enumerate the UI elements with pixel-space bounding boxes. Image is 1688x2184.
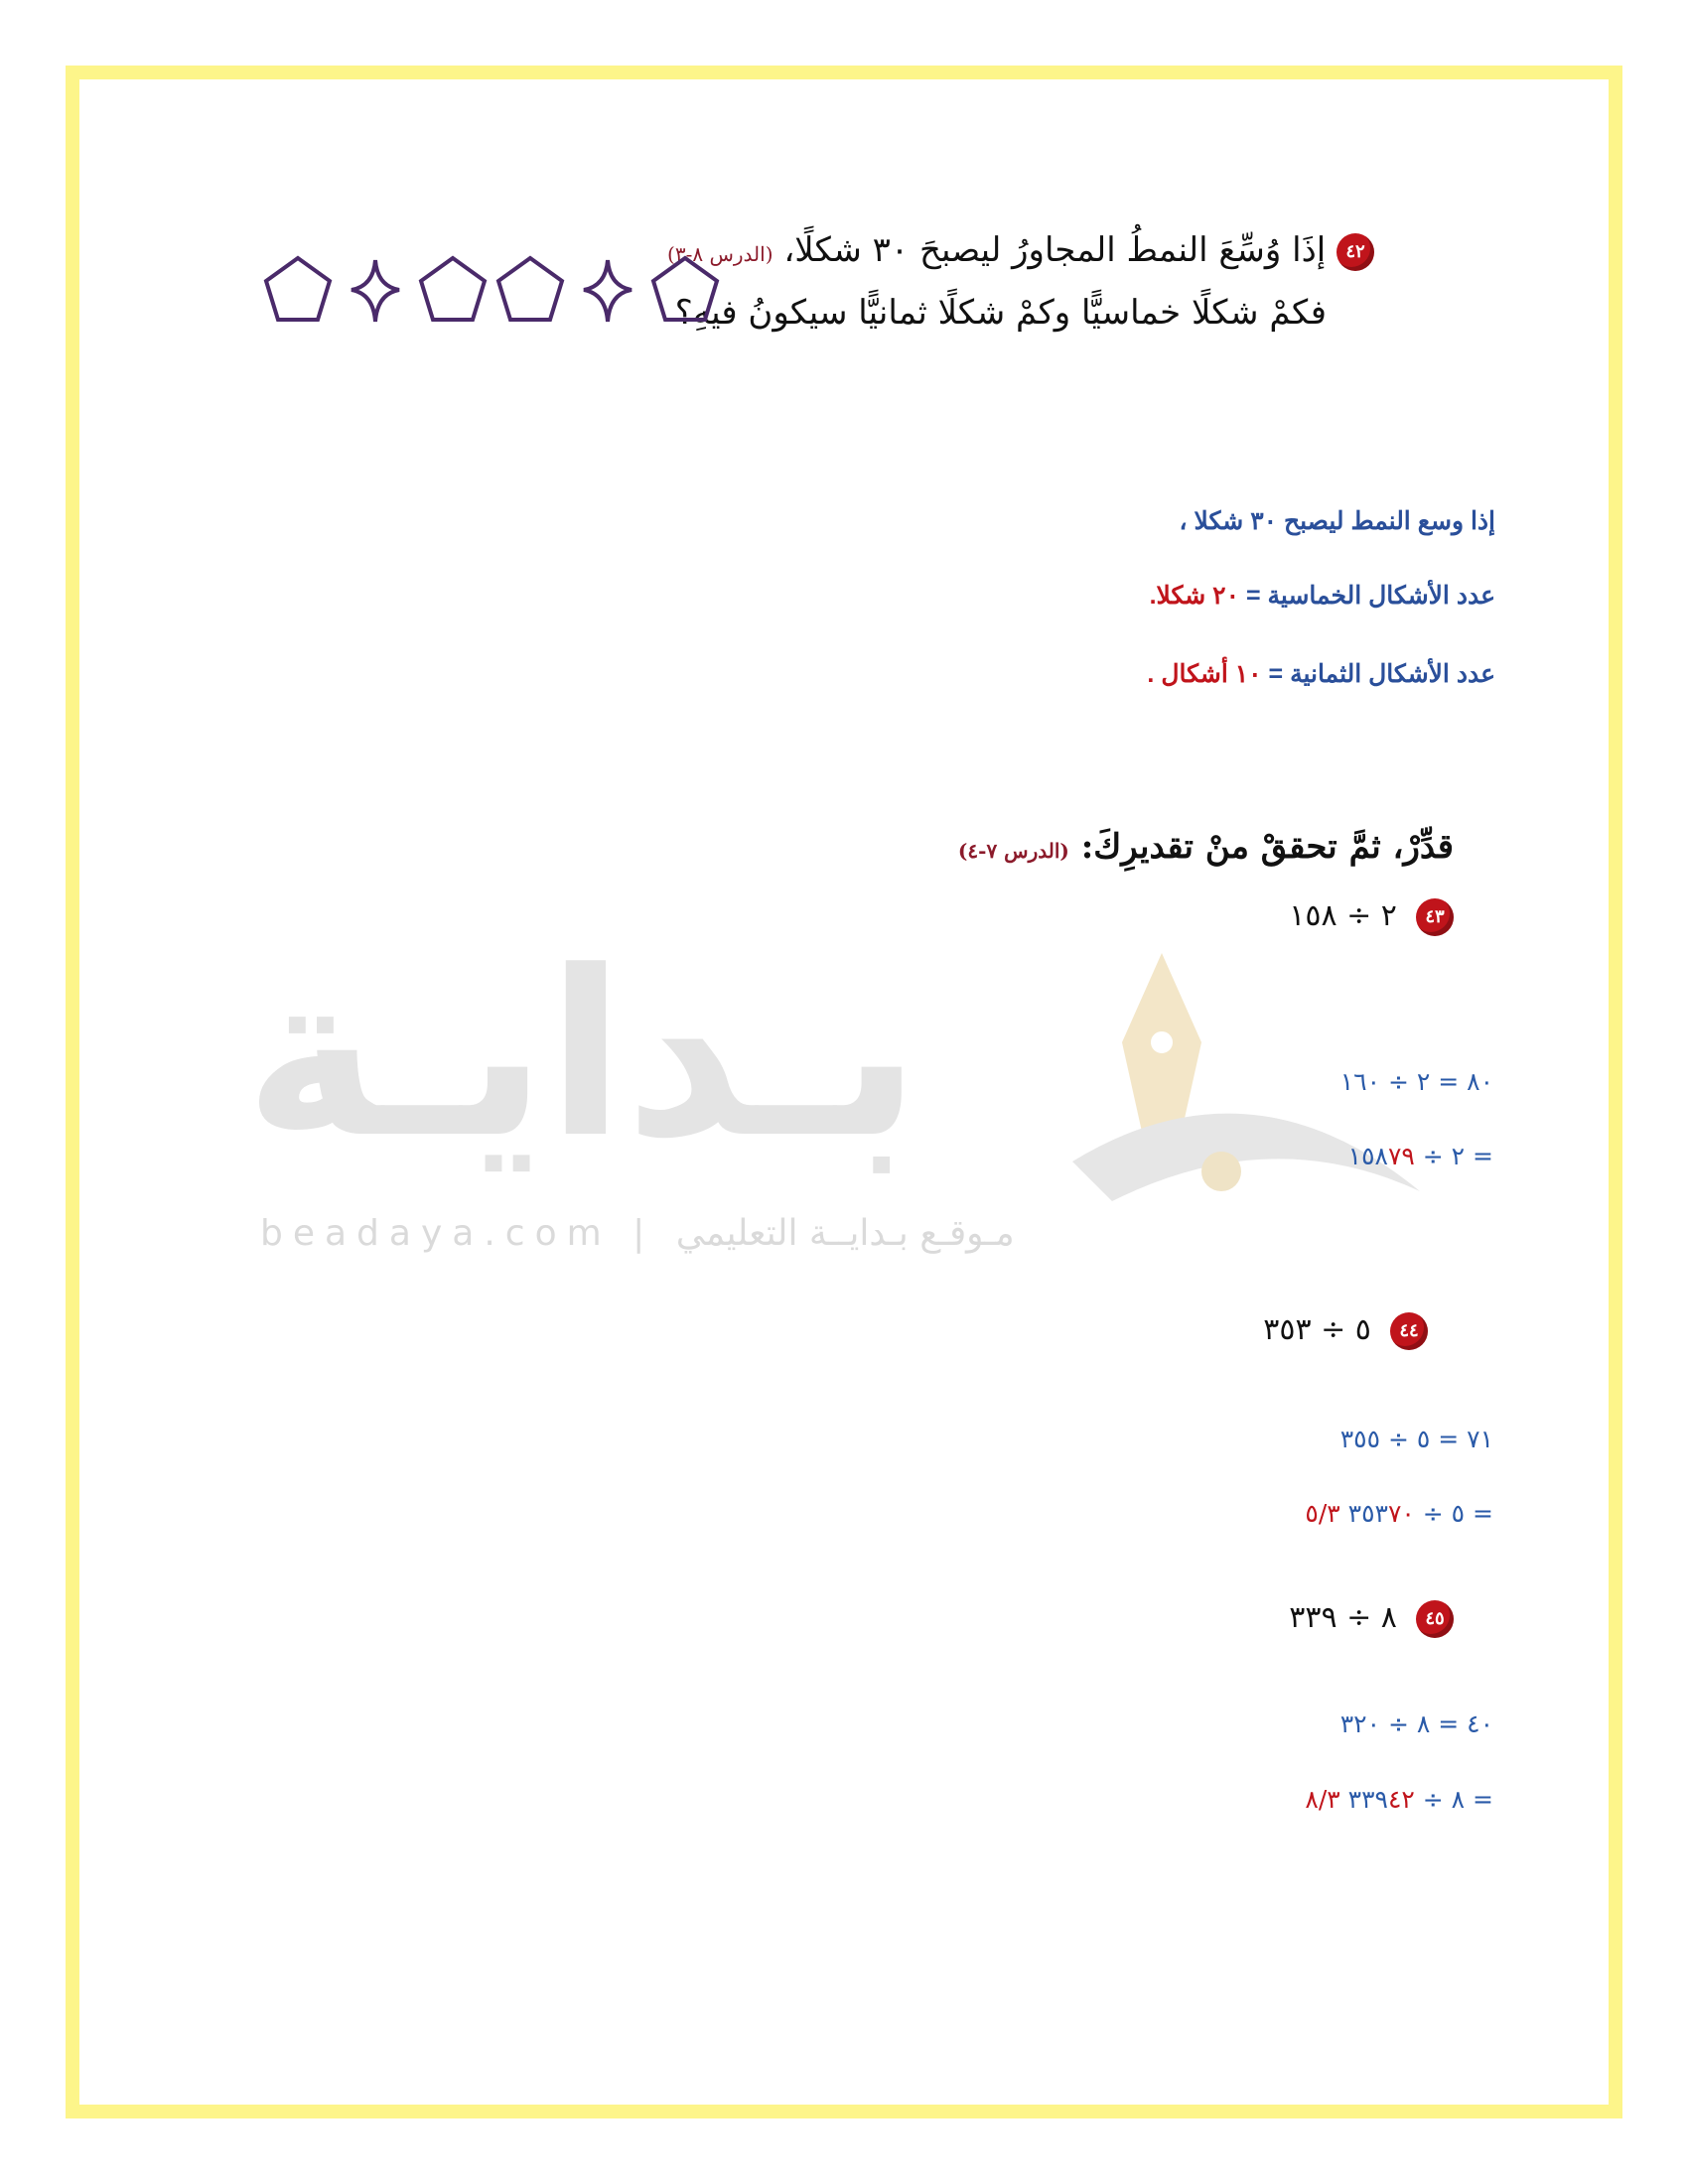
- exercise-45-expression: ٨ ÷ ٣٣٩: [1289, 1600, 1397, 1635]
- exercise-43-check-right: = ٢ ÷ ١٥٨: [1347, 1142, 1493, 1170]
- exercise-43: [1289, 898, 1454, 936]
- answer-42-line1: إذا وسع النمط ليصبح ٣٠ شكلا ،: [1179, 507, 1495, 535]
- exercise-43-estimate: ٨٠ = ٢ ÷ ١٦٠: [1339, 1067, 1493, 1096]
- problem-42-lesson: (الدرس ٨-٣): [667, 242, 774, 266]
- pentagon-shape: [498, 258, 562, 320]
- exercise-45-estimate: ٤٠ = ٨ ÷ ٣٢٠: [1339, 1709, 1493, 1738]
- problem-42-line2: فكمْ شكلًا خماسيًّا وكمْ شكلًا ثمانيًّا سيكونُ فيهِ؟: [674, 293, 1327, 333]
- exercise-43-badge: ٤٣: [1416, 898, 1454, 936]
- answer-42-line3-value: ١٠ أشكال .: [1147, 660, 1262, 688]
- exercise-45-badge: ٤٥: [1416, 1600, 1454, 1638]
- answer-42-line3: [1147, 659, 1495, 689]
- star-shape: [352, 260, 399, 322]
- section-lesson: (الدرس ٧-٤): [957, 839, 1069, 863]
- exercise-45-check-left: ٤٢ ٨/٣: [1305, 1785, 1415, 1814]
- pentagon-shape: [266, 258, 330, 320]
- problem-42-text: إذَا وُسِّعَ النمطُ المجاورُ ليصبحَ ٣٠ شكلًا،: [783, 230, 1327, 270]
- answer-42-line2-label: عدد الأشكال الخماسية =: [1239, 582, 1495, 610]
- exercise-44-check-right: = ٥ ÷ ٣٥٣: [1347, 1499, 1493, 1528]
- exercise-44-estimate: ٧١ = ٥ ÷ ٣٥٥: [1339, 1425, 1493, 1453]
- watermark-site-text: beadaya.com | مـوقـع بـدايــة التعليمي: [260, 1213, 1015, 1254]
- exercise-44: [1263, 1312, 1428, 1350]
- exercise-45-check-right: = ٨ ÷ ٣٣٩: [1347, 1785, 1493, 1814]
- exercise-45: [1289, 1600, 1454, 1638]
- exercise-44-check-left: ٧٠ ٥/٣: [1305, 1499, 1415, 1528]
- pentagon-shape: [653, 258, 717, 320]
- answer-42-line2: [1150, 581, 1495, 611]
- watermark-logo-text: بـدايـة: [244, 923, 921, 1188]
- section-title-text: قدِّرْ، ثمَّ تحققْ منْ تقديرِكَ:: [1080, 827, 1454, 867]
- pentagon-shape: [421, 258, 485, 320]
- problem-42-badge: ٤٢: [1336, 233, 1374, 271]
- answer-42-line2-value: ٢٠ شكلا.: [1149, 582, 1240, 610]
- exercise-44-badge: ٤٤: [1390, 1312, 1428, 1350]
- exercise-43-expression: ٢ ÷ ١٥٨: [1289, 898, 1397, 933]
- star-shape: [584, 260, 632, 322]
- exercise-45-check: [1305, 1785, 1493, 1814]
- exercise-43-check-left: ٧٩: [1387, 1142, 1415, 1170]
- answer-42-line3-label: عدد الأشكال الثمانية =: [1261, 660, 1495, 688]
- problem-42-line1: [667, 230, 1374, 271]
- exercise-44-check: [1305, 1499, 1493, 1528]
- exercise-44-expression: ٥ ÷ ٣٥٣: [1263, 1312, 1371, 1347]
- section-title: [958, 827, 1454, 867]
- shape-pattern: [258, 250, 725, 340]
- exercise-43-check: [1348, 1142, 1493, 1170]
